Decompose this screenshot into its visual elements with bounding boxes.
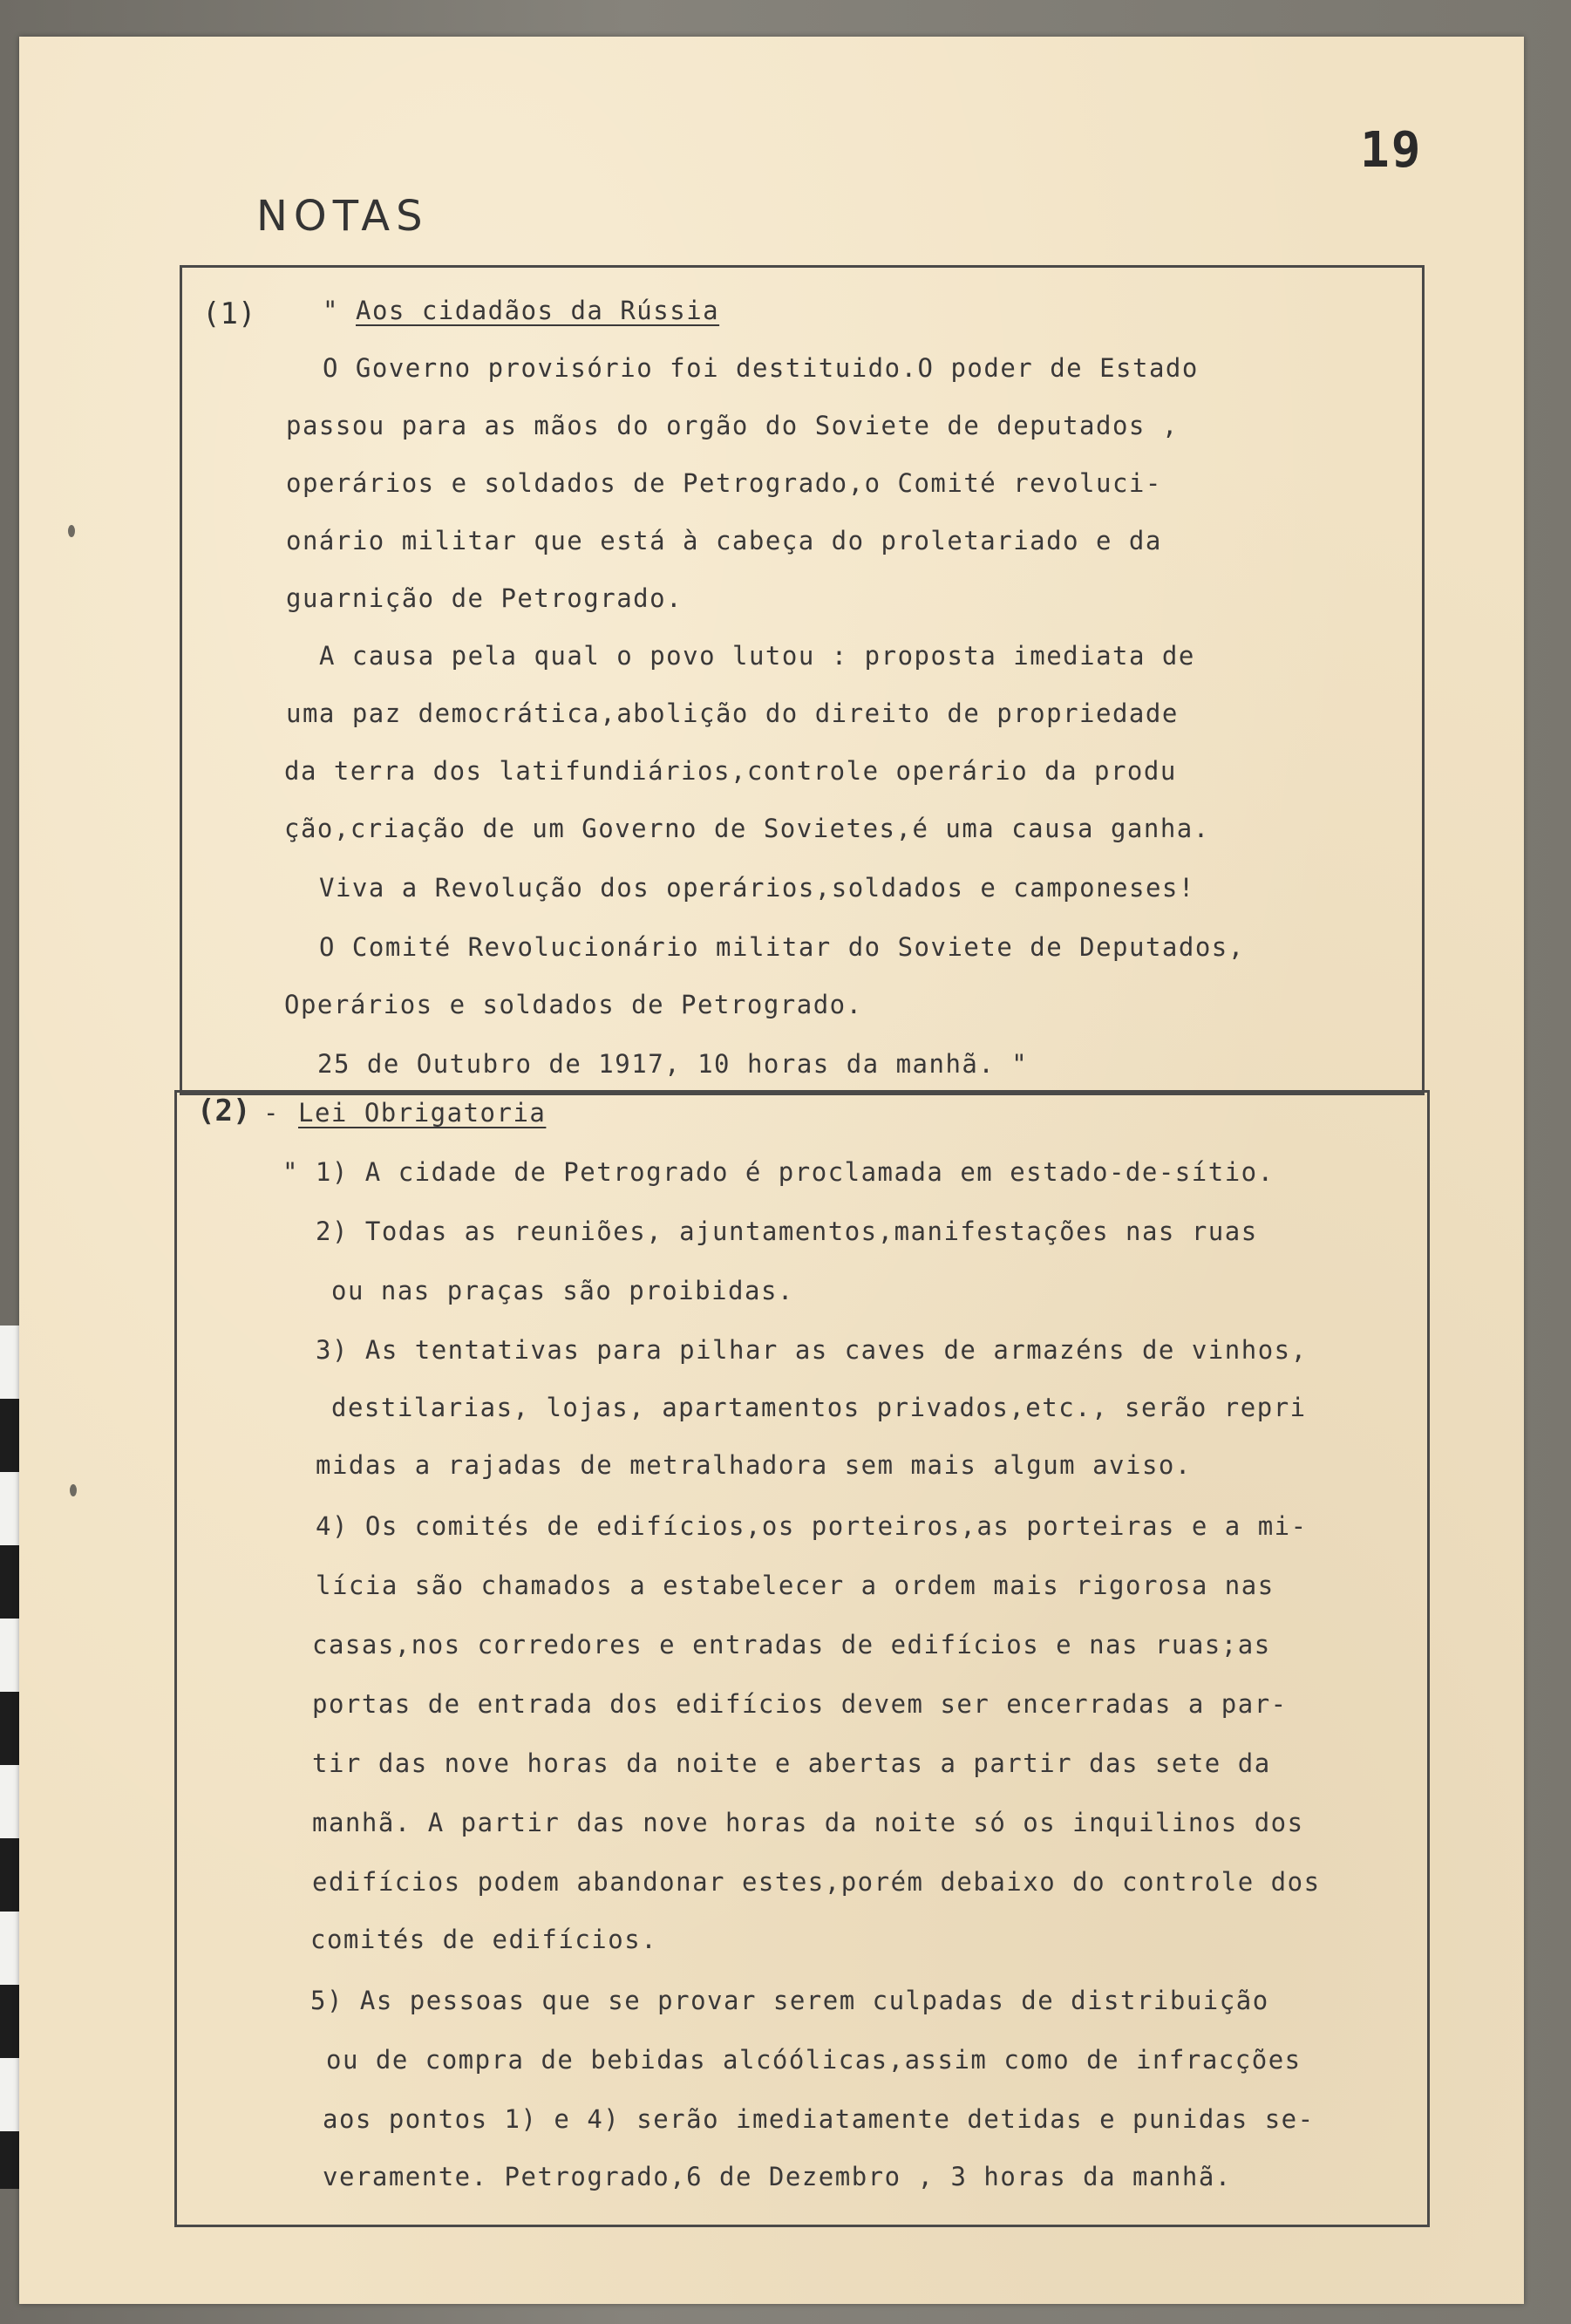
note-2-dash: - bbox=[263, 1098, 280, 1128]
note-2-line: midas a rajadas de metralhadora sem mais algum aviso. bbox=[316, 1450, 1192, 1480]
note-2-line: 5) As pessoas que se provar serem culpadas de distribuição bbox=[310, 1986, 1269, 2015]
note-1-line: A causa pela qual o povo lutou : proposta imediata de bbox=[319, 641, 1195, 671]
paper-mark bbox=[70, 1484, 77, 1496]
note-2-line: 3) As tentativas para pilhar as caves de armazéns de vinhos, bbox=[316, 1335, 1308, 1365]
note-1-line: uma paz democrática,abolição do direito de propriedade bbox=[286, 699, 1179, 728]
note-2-line: 4) Os comités de edifícios,os porteiros,as porteiras e a mi- bbox=[316, 1511, 1308, 1541]
note-1-frame bbox=[180, 265, 1425, 1095]
note-2-line: tir das nove horas da noite e abertas a partir das sete da bbox=[312, 1748, 1271, 1778]
note-2-line: edifícios podem abandonar estes,porém debaixo do controle dos bbox=[312, 1867, 1321, 1897]
note-2-line: " 1) A cidade de Petrogrado é proclamada em estado-de-sítio. bbox=[282, 1157, 1275, 1187]
note-2-line: 2) Todas as reuniões, ajuntamentos,manifestações nas ruas bbox=[316, 1217, 1258, 1246]
note-2-line: destilarias, lojas, apartamentos privados,etc., serão repri bbox=[331, 1393, 1307, 1422]
note-2-line: comités de edifícios. bbox=[310, 1925, 658, 1954]
note-1-title: Aos cidadãos da Rússia bbox=[356, 296, 720, 325]
note-2-line: casas,nos corredores e entradas de edifícios e nas ruas;as bbox=[312, 1630, 1271, 1660]
page-number: 19 bbox=[1360, 122, 1423, 179]
note-1-line: O Governo provisório foi destituido.O poder de Estado bbox=[323, 353, 1199, 383]
note-1-line: passou para as mãos do orgão do Soviete de deputados , bbox=[286, 411, 1179, 440]
note-1-line: guarnição de Petrogrado. bbox=[286, 583, 683, 613]
note-1-line: ção,criação de um Governo de Sovietes,é uma causa ganha. bbox=[284, 814, 1210, 843]
note-2-marker: (2) bbox=[197, 1094, 251, 1128]
note-1-line: onário militar que está à cabeça do proletariado e da bbox=[286, 526, 1162, 555]
paper-mark bbox=[68, 525, 75, 537]
note-1-line: Viva a Revolução dos operários,soldados e camponeses! bbox=[319, 873, 1195, 903]
note-1-line: 25 de Outubro de 1917, 10 horas da manhã. " bbox=[317, 1049, 1029, 1079]
note-2-line: lícia são chamados a estabelecer a ordem mais rigorosa nas bbox=[316, 1571, 1275, 1600]
note-1-marker: (1) bbox=[202, 296, 256, 331]
page-heading: NOTAS bbox=[256, 192, 429, 241]
note-2-line: manhã. A partir das nove horas da noite só os inquilinos dos bbox=[312, 1808, 1304, 1837]
note-1-line: Operários e soldados de Petrogrado. bbox=[284, 990, 863, 1019]
note-2-line: aos pontos 1) e 4) serão imediatamente detidas e punidas se- bbox=[323, 2104, 1315, 2134]
note-2-line: ou de compra de bebidas alcóólicas,assim como de infracções bbox=[326, 2045, 1302, 2075]
note-2-title: Lei Obrigatoria bbox=[298, 1098, 547, 1128]
note-1-line: da terra dos latifundiários,controle operário da produ bbox=[284, 756, 1177, 786]
scale-ruler bbox=[0, 1326, 21, 2189]
note-1-title-quote: " bbox=[323, 296, 339, 325]
note-2-line: portas de entrada dos edifícios devem ser encerradas a par- bbox=[312, 1689, 1288, 1719]
note-1-line: O Comité Revolucionário militar do Soviete de Deputados, bbox=[319, 932, 1245, 962]
note-2-line: veramente. Petrogrado,6 de Dezembro , 3 horas da manhã. bbox=[323, 2162, 1232, 2191]
note-1-line: operários e soldados de Petrogrado,o Comité revoluci- bbox=[286, 468, 1162, 498]
note-2-line: ou nas praças são proibidas. bbox=[331, 1276, 794, 1305]
